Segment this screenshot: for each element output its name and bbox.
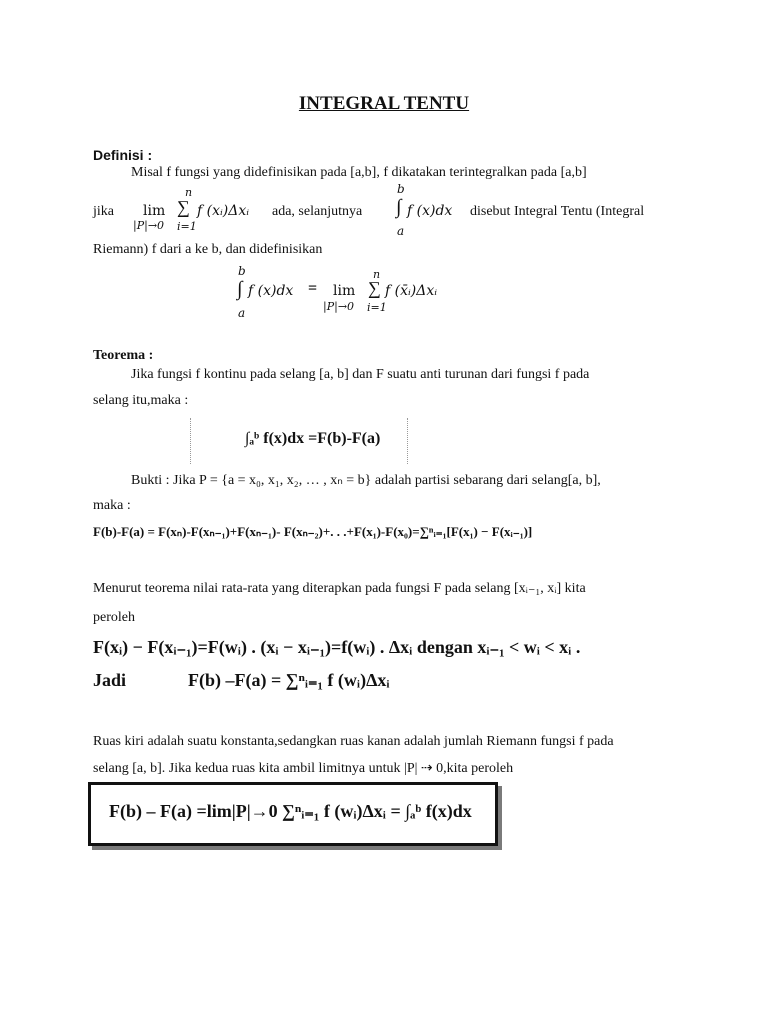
mvt-line1: Menurut teorema nilai rata-rata yang diterapkan pada fungsi F pada selang [xᵢ₋₁, xᵢ] kita xyxy=(93,581,586,596)
sum-sign: ∑ xyxy=(177,197,190,217)
limit-sum-formula xyxy=(133,185,273,240)
mvt-line2: peroleh xyxy=(93,610,135,625)
definisi-line3: Riemann) f dari a ke b, dan didefinisikan xyxy=(93,242,323,257)
definisi-line1: Misal f fungsi yang didefinisikan pada [a,b], f dikatakan terintegralkan pada [a,b] xyxy=(131,165,587,180)
maka-label: maka : xyxy=(93,498,131,513)
sum-upper: n xyxy=(185,186,193,199)
integral-formula xyxy=(395,182,465,240)
teorema-line1: Jika fungsi f kontinu pada selang [a, b] dan F suatu anti turunan dari fungsi f pada xyxy=(131,367,590,382)
def-equals: = xyxy=(308,280,318,297)
final-formula-box xyxy=(88,782,498,846)
def-sum-upper: n xyxy=(373,268,381,281)
jadi-equation: F(b) –F(a) = ∑ⁿᵢ₌₁ f (wᵢ)Δxᵢ xyxy=(188,670,390,690)
def-sum-sign: ∑ xyxy=(368,278,381,298)
ruas-line1: Ruas kiri adalah suatu konstanta,sedangkan ruas kanan adalah jumlah Riemann fungsi f pada xyxy=(93,734,614,749)
integrand: f (x)dx xyxy=(407,203,453,219)
bukti-line: Bukti : Jika P = {a = x₀, x₁, x₂, … , xₙ = b} adalah partisi sebarang dari selang[a, b], xyxy=(131,473,601,488)
def-integrand: f (x)dx xyxy=(248,283,294,299)
def-summand: f (x̄ᵢ)Δxᵢ xyxy=(385,283,438,299)
def-lim: lim xyxy=(333,283,356,299)
lim-subscript: |P|→0 xyxy=(133,219,165,232)
disebut-text: disebut Integral Tentu (Integral xyxy=(470,204,645,219)
teorema-line2: selang itu,maka : xyxy=(93,393,189,408)
page-title: INTEGRAL TENTU xyxy=(298,93,470,114)
integral-upper: b xyxy=(397,182,405,196)
def-integral-upper: b xyxy=(238,264,246,278)
definisi-jika: jika xyxy=(93,204,114,219)
jadi-label: Jadi xyxy=(93,670,127,690)
lim-label: lim xyxy=(143,203,166,219)
integral-lower: a xyxy=(397,224,405,238)
telescoping-sum: F(b)-F(a) = F(xₙ)-F(xₙ₋₁)+F(xₙ₋₁)- F(xₙ₋₂)+. . .+F(x₁)-F(x₀)=∑ⁿᵢ₌₁[F(x₁) − F(xᵢ₋₁)] xyxy=(93,524,533,539)
definition-equation xyxy=(230,260,460,330)
final-formula: F(b) – F(a) =lim|P|→0 ∑ⁿᵢ₌₁ f (wᵢ)Δxᵢ = ∫ₐᵇ f(x)dx xyxy=(109,801,472,821)
summand: f (xᵢ)Δxᵢ xyxy=(197,203,250,219)
definisi-heading: Definisi : xyxy=(93,147,153,163)
mvt-equation: F(xᵢ) − F(xᵢ₋₁)=F(wᵢ) . (xᵢ − xᵢ₋₁)=f(wᵢ) . Δxᵢ dengan xᵢ₋₁ < wᵢ < xᵢ . xyxy=(93,637,581,657)
ruas-line2: selang [a, b]. Jika kedua ruas kita ambil limitnya untuk |P| ⇢ 0,kita peroleh xyxy=(93,761,514,776)
teorema-heading: Teorema : xyxy=(93,348,154,363)
def-lim-sub: |P|→0 xyxy=(323,300,355,313)
def-integral-sign: ∫ xyxy=(237,278,243,300)
def-integral-lower: a xyxy=(238,306,246,320)
ada-selanjutnya: ada, selanjutnya xyxy=(272,204,363,219)
def-sum-lower: i=1 xyxy=(367,301,387,314)
sum-lower: i=1 xyxy=(177,220,197,233)
ftc-formula: ∫ₐᵇ f(x)dx =F(b)-F(a) xyxy=(245,430,381,447)
ftc-formula-box xyxy=(190,418,408,464)
integral-sign: ∫ xyxy=(396,196,402,218)
